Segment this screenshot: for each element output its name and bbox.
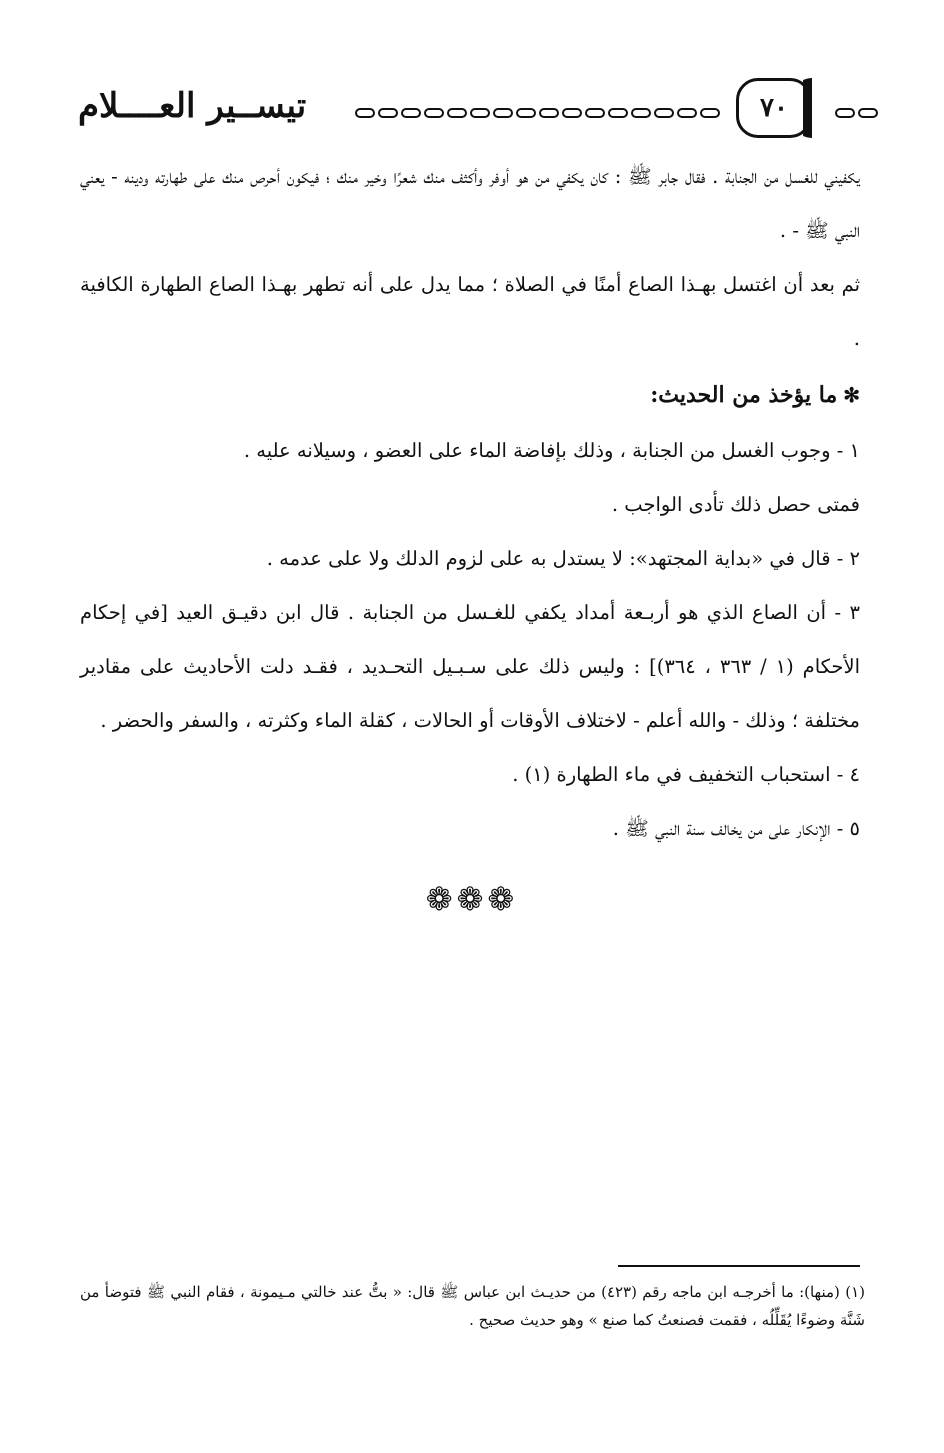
list-item: ٢ - قال في «بداية المجتهد»: لا يستدل به على لزوم الدلك ولا على عدمه . (266, 547, 860, 570)
footnote: (١) (منها): ما أخرجـه ابن ماجه رقم (٤٢٣) من حديـث ابن عباس ﷺ قال: « بتُّ عند خالتي مـيمونة ، فقام النبي ﷺ فتوضأ من شَنَّة وضوءًا يُقَلِّلُه ، فقمت فصنعتُ كما صنع » وهو حديث صحيح . (80, 1283, 865, 1329)
section-heading-text: ما يؤخذ من الحديث: (650, 382, 838, 408)
book-title: تيســير العــــلام (78, 86, 307, 126)
section-heading (80, 366, 860, 424)
list-item: ٤ - استحباب التخفيف في ماء الطهارة (١) . (512, 763, 860, 786)
footnote-divider (618, 1265, 860, 1267)
header-ornament-right (835, 108, 878, 118)
paragraph: يكفيني للغسل من الجنابة . فقال جابر ﷺ : كان يكفي من هو أوفر وأكثف منك شعرًا وخير منك ؛ فيكون أحرص منك على طهارته ودينه - يعني النبي ﷺ - . (80, 165, 860, 242)
page-number-frame (792, 78, 812, 138)
list-item: ٥ - الإنكار على من يخالف سنة النبي ﷺ . (612, 817, 860, 840)
page-header (78, 78, 878, 140)
paragraph: ثم بعد أن اغتسل بهـذا الصاع أمنًا في الصلاة ؛ مما يدل على أنه تطهر بهـذا الصاع الطهارة الكافية . (80, 273, 860, 350)
list-item: فمتى حصل ذلك تأدى الواجب . (611, 493, 860, 516)
page-body (80, 150, 860, 856)
star-icon: ✻ (843, 383, 860, 407)
page-number: ٧٠ (736, 78, 812, 138)
header-ornament-chain (355, 108, 720, 118)
list-item: ٣ - أن الصاع الذي هو أربـعة أمداد يكفي للغـسل من الجنابة . قال ابن دقيـق العيد [في إحكام الأحكام (١ / ٣٦٣ ، ٣٦٤)] : وليس ذلك على سـبـيل التحـديد ، فقـد دلت الأحاديث على مقادير مختلفة ؛ وذلك - والله أعلم - لاختلاف الأوقات أو الحالات ، كقلة الماء وكثرته ، والسفر والحضر . (80, 601, 861, 732)
list-item: ١ - وجوب الغسل من الجنابة ، وذلك بإفاضة الماء على العضو ، وسيلانه عليه . (243, 439, 860, 462)
section-end-ornament: ❁❁❁ (425, 880, 519, 918)
